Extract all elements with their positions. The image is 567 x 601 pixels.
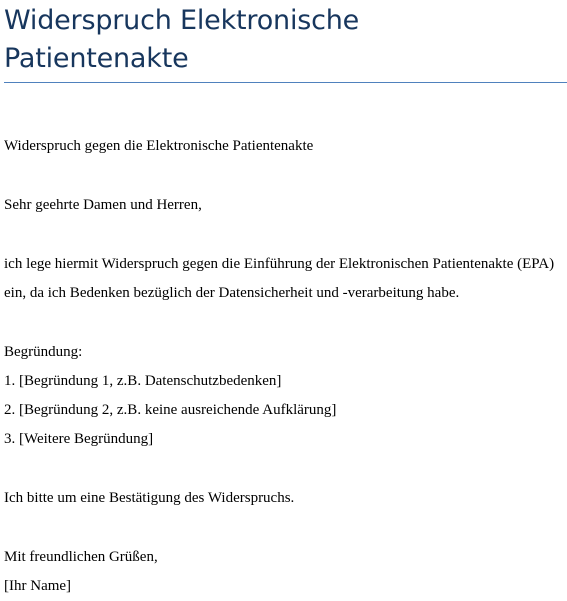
title-underline	[4, 82, 567, 83]
closing-phrase: Mit freundlichen Grüßen,	[4, 549, 158, 565]
title-line-2: Patientenakte	[4, 43, 189, 74]
intro-line-1: ich lege hiermit Widerspruch gegen die Einführung der Elektronischen Patientenakte (EPA)	[4, 256, 555, 272]
reasons-heading: Begründung:	[4, 344, 83, 360]
reason-item-1: 1. [Begründung 1, z.B. Datenschutzbedenken]	[4, 373, 282, 389]
salutation: Sehr geehrte Damen und Herren,	[4, 197, 202, 213]
subject-line: Widerspruch gegen die Elektronische Patientenakte	[4, 138, 314, 154]
reason-item-3: 3. [Weitere Begründung]	[4, 431, 154, 447]
confirmation-request: Ich bitte um eine Bestätigung des Widerspruchs.	[4, 490, 295, 506]
title-line-1: Widerspruch Elektronische	[4, 5, 360, 36]
signature-placeholder: [Ihr Name]	[4, 578, 72, 594]
reason-item-2: 2. [Begründung 2, z.B. keine ausreichende Aufklärung]	[4, 402, 337, 418]
intro-line-2: ein, da ich Bedenken bezüglich der Datensicherheit und -verarbeitung habe.	[4, 285, 460, 301]
document-title	[4, 0, 563, 78]
